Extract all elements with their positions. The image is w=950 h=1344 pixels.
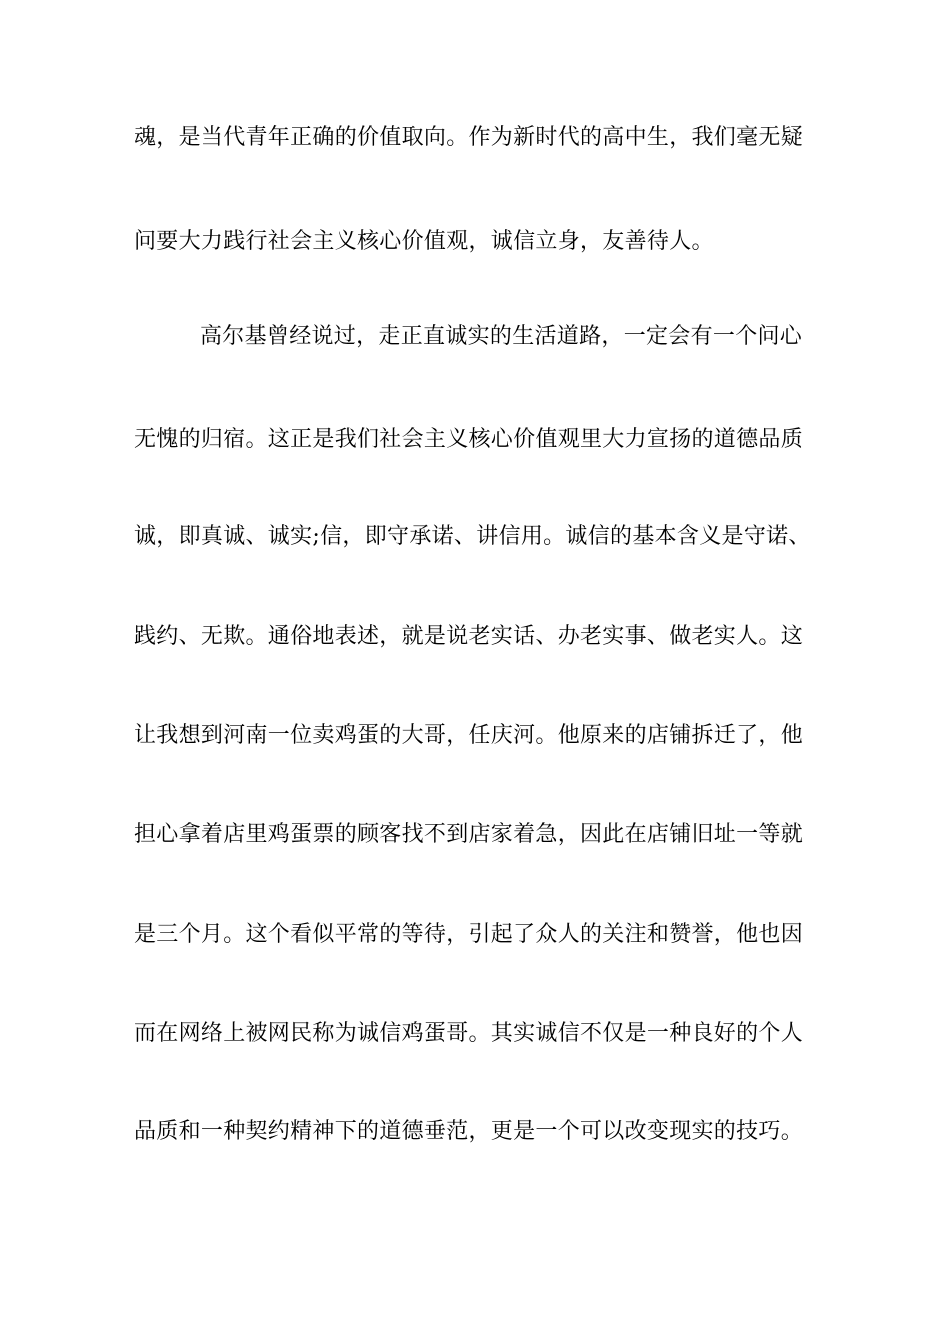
text-line-8: 担心拿着店里鸡蛋票的顾客找不到店家着急，因此在店铺旧址一等就 bbox=[134, 822, 804, 847]
text-line-5: 诚，即真诚、诚实;信，即守承诺、讲信用。诚信的基本含义是守诺、 bbox=[134, 524, 811, 549]
text-line-6: 践约、无欺。通俗地表述，就是说老实话、办老实事、做老实人。这 bbox=[134, 624, 804, 649]
paragraph-first-line: 高尔基曾经说过，走正直诚实的生活道路，一定会有一个问心 bbox=[200, 324, 803, 349]
text-line-7: 让我想到河南一位卖鸡蛋的大哥，任庆河。他原来的店铺拆迁了，他 bbox=[134, 723, 804, 748]
text-line-2: 问要大力践行社会主义核心价值观，诚信立身，友善待人。 bbox=[134, 229, 714, 254]
text-line-1: 魂，是当代青年正确的价值取向。作为新时代的高中生，我们毫无疑 bbox=[134, 125, 804, 150]
text-line-9: 是三个月。这个看似平常的等待，引起了众人的关注和赞誉，他也因 bbox=[134, 922, 804, 947]
text-line-10: 而在网络上被网民称为诚信鸡蛋哥。其实诚信不仅是一种良好的个人 bbox=[134, 1021, 804, 1046]
text-line-11: 品质和一种契约精神下的道德垂范，更是一个可以改变现实的技巧。 bbox=[134, 1119, 804, 1144]
text-line-4: 无愧的归宿。这正是我们社会主义核心价值观里大力宣扬的道德品质 bbox=[134, 427, 804, 452]
